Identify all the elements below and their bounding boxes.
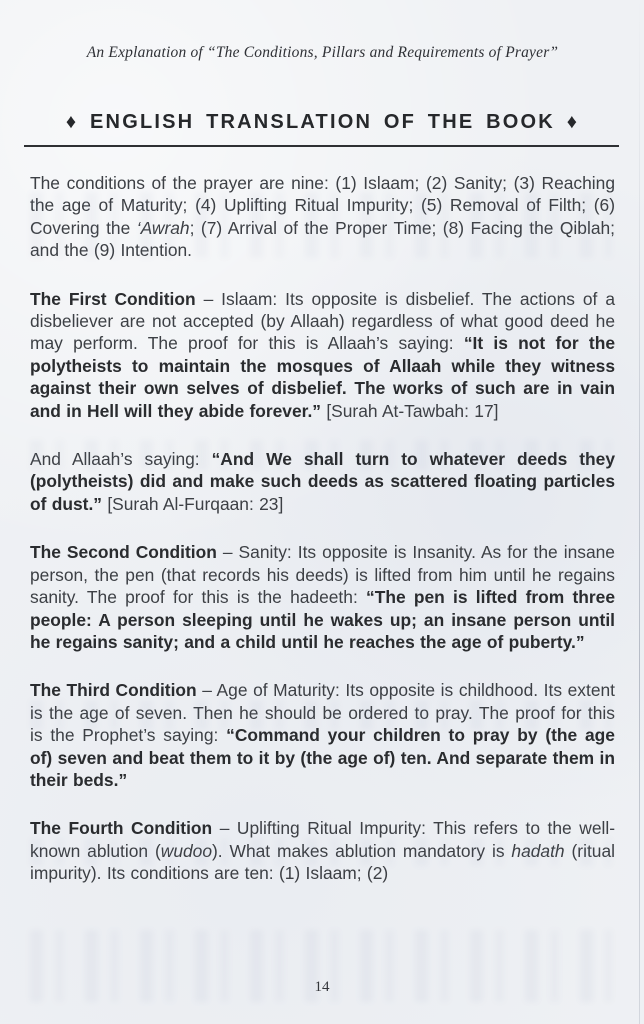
quran-quote: “And We shall turn to whatever deeds they (polytheists) did and make such deeds as scattered floating particles of dust.” (30, 449, 615, 514)
hadeeth-quote: “The pen is lifted from three people: A person sleeping until he wakes up; an insane person until he regains sanity; and a child until he reaches the age of puberty.” (30, 587, 616, 652)
quran-quote: “It is not for the polytheists to maintain the mosques of Allaah while they witness against their own selves of disbelief. The works of such are in vain and in Hell will they abide forever.” (30, 333, 615, 421)
text-run: – Uplifting Ritual Impurity: This refers to the well-known ablution ( (30, 818, 616, 861)
text-run: – Sanity: Its opposite is Insanity. As for the insane person, the pen (that records his deeds) is lifted from him until he regains sanity. The proof for this is the hadeeth: (30, 542, 615, 608)
text-run: (ritual impurity). Its conditions are ten: (1) Islaam; (2) (30, 840, 615, 884)
text-run: – Islaam: Its opposite is disbelief. The actions of a disbeliever are not accepted (by Allaah) regardless of what good deed he may perform. The proof for this is Allaah’s saying: (30, 288, 615, 354)
page-edge-crease (639, 0, 640, 1024)
text-run: – Age of Maturity: Its opposite is childhood. Its extent is the age of seven. Then he should be ordered to pray. The proof for this is the Prophet’s saying: (30, 680, 615, 746)
quote-reference: [Surah At-Tawbah: 17] (321, 400, 499, 421)
text-run-italic: ‘Awrah (136, 217, 190, 238)
paragraph-fourth-condition (30, 817, 615, 884)
text-run-bold: The Fourth Condition (30, 818, 213, 839)
paragraph-second-condition (30, 541, 615, 653)
text-run-bold: The First Condition (30, 288, 196, 309)
text-run-bold: The Third Condition (30, 680, 197, 701)
section-title: ♦ ENGLISH TRANSLATION OF THE BOOK ♦ (65, 111, 580, 133)
text-run-italic: wudoo (160, 840, 213, 861)
text-run: And Allaah’s saying: (30, 449, 212, 470)
page-number: 14 (314, 979, 330, 995)
text-run-bold: The Second Condition (30, 542, 217, 563)
paragraph-allaah-saying (30, 448, 615, 515)
paragraph-first-condition (30, 288, 615, 422)
text-run: ; (7) Arrival of the Proper Time; (8) Facing the Qiblah; and the (9) Intention. (30, 217, 615, 261)
paragraph-third-condition (30, 679, 615, 791)
title-rule (24, 145, 619, 147)
quote-reference: [Surah Al-Furqaan: 23] (101, 493, 284, 514)
text-run-italic: hadath (511, 840, 565, 861)
text-run: The conditions of the prayer are nine: (1) Islaam; (2) Sanity; (3) Reaching the age of Maturity; (4) Uplifting Ritual Impurity; (5) Removal of Filth; (6) Covering the (30, 173, 615, 238)
running-header: An Explanation of “The Conditions, Pillars and Requirements of Prayer” (86, 44, 559, 61)
text-run: ). What makes ablution mandatory is (212, 840, 512, 861)
hadeeth-quote: “Command your children to pray by (the age of) seven and beat them to it by (the age of) ten. And separate them in their beds.” (30, 725, 615, 790)
paragraph-conditions-of-prayer (30, 172, 615, 262)
